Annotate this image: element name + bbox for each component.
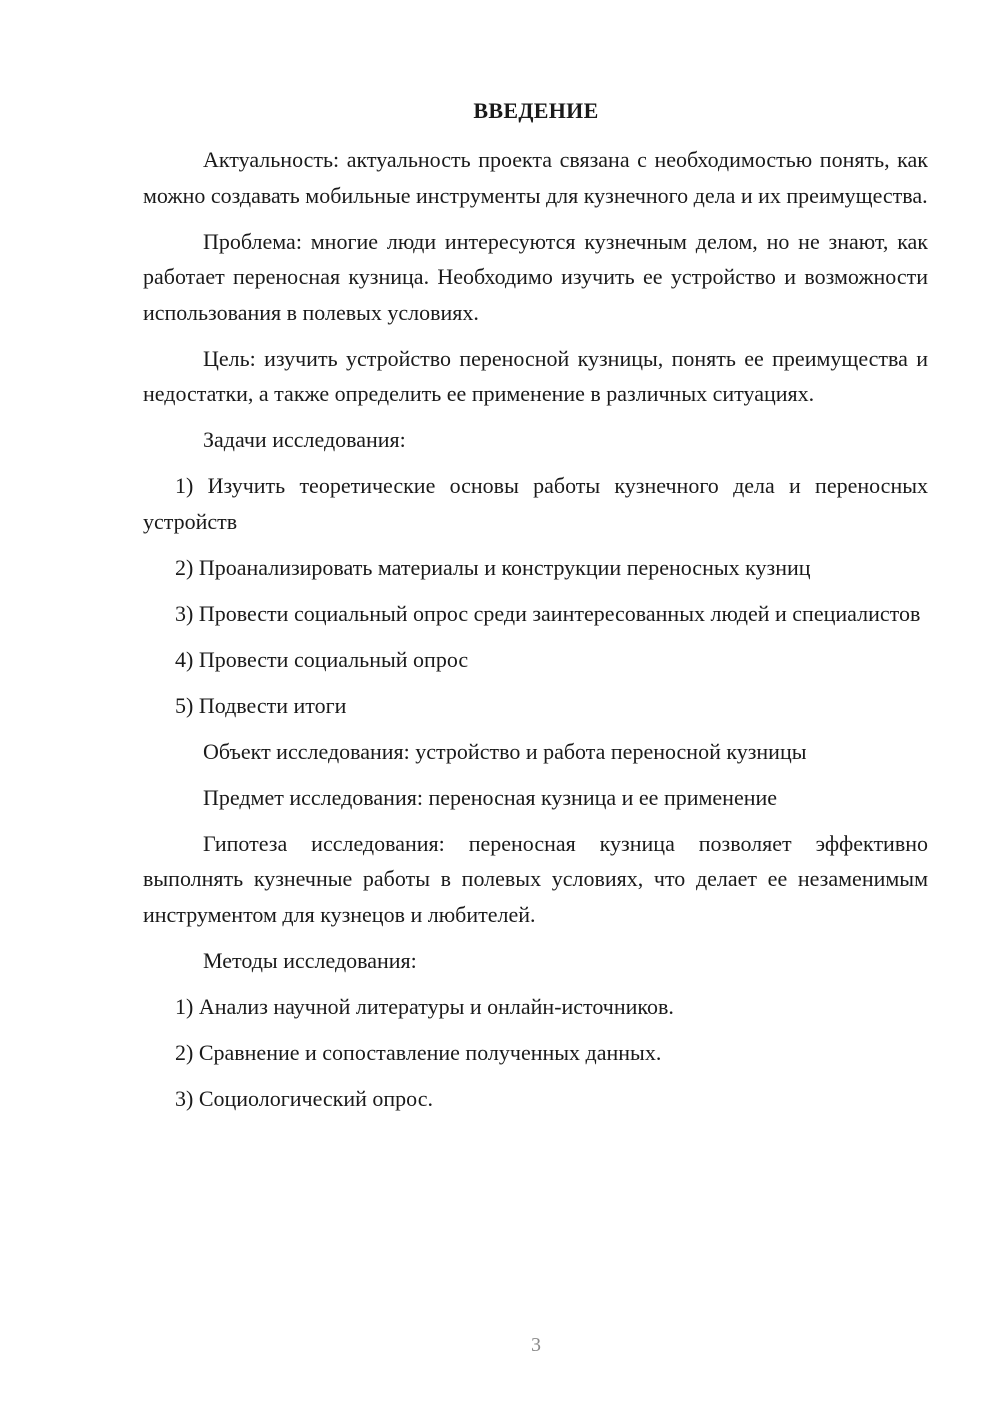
paragraph-subject: Предмет исследования: переносная кузница и ее применение <box>203 784 778 810</box>
list-item-task-3: 3) Провести социальный опрос среди заинтересованных людей и специалистов <box>175 600 921 626</box>
list-item-task-2: 2) Проанализировать материалы и конструкции переносных кузниц <box>175 554 811 580</box>
paragraph-object: Объект исследования: устройство и работа переносной кузницы <box>203 738 807 764</box>
paragraph-problem: Проблема: многие люди интересуются кузнечным делом, но не знают, как работает переносная кузница. Необходимо изучить ее устройство и возможности использования в полевых условиях. <box>143 228 928 325</box>
paragraph-methods-heading: Методы исследования: <box>203 947 417 973</box>
paragraph-hypothesis: Гипотеза исследования: переносная кузница позволяет эффективно выполнять кузнечные работы в полевых условиях, что делает ее незаменимым инструментом для кузнецов и любителей. <box>143 830 928 927</box>
list-item-task-4: 4) Провести социальный опрос <box>175 646 469 672</box>
list-item-task-1: 1) Изучить теоретические основы работы кузнечного дела и переносных устройств <box>143 473 928 534</box>
list-item-task-5: 5) Подвести итоги <box>175 692 347 718</box>
paragraph-goal: Цель: изучить устройство переносной кузницы, понять ее преимущества и недостатки, а также определить ее применение в различных ситуациях. <box>143 345 928 406</box>
page-title: ВВЕДЕНИЕ <box>473 98 599 123</box>
list-item-method-3: 3) Социологический опрос. <box>175 1085 433 1111</box>
paragraph-tasks-heading: Задачи исследования: <box>203 427 406 452</box>
page-number: 3 <box>531 1334 541 1356</box>
paragraph-relevance: Актуальность: актуальность проекта связана с необходимостью понять, как можно создавать мобильные инструменты для кузнечного дела и их преимущества. <box>143 147 928 208</box>
list-item-method-2: 2) Сравнение и сопоставление полученных данных. <box>175 1039 662 1065</box>
list-item-method-1: 1) Анализ научной литературы и онлайн-источников. <box>175 993 674 1019</box>
document-body <box>143 142 928 1127</box>
